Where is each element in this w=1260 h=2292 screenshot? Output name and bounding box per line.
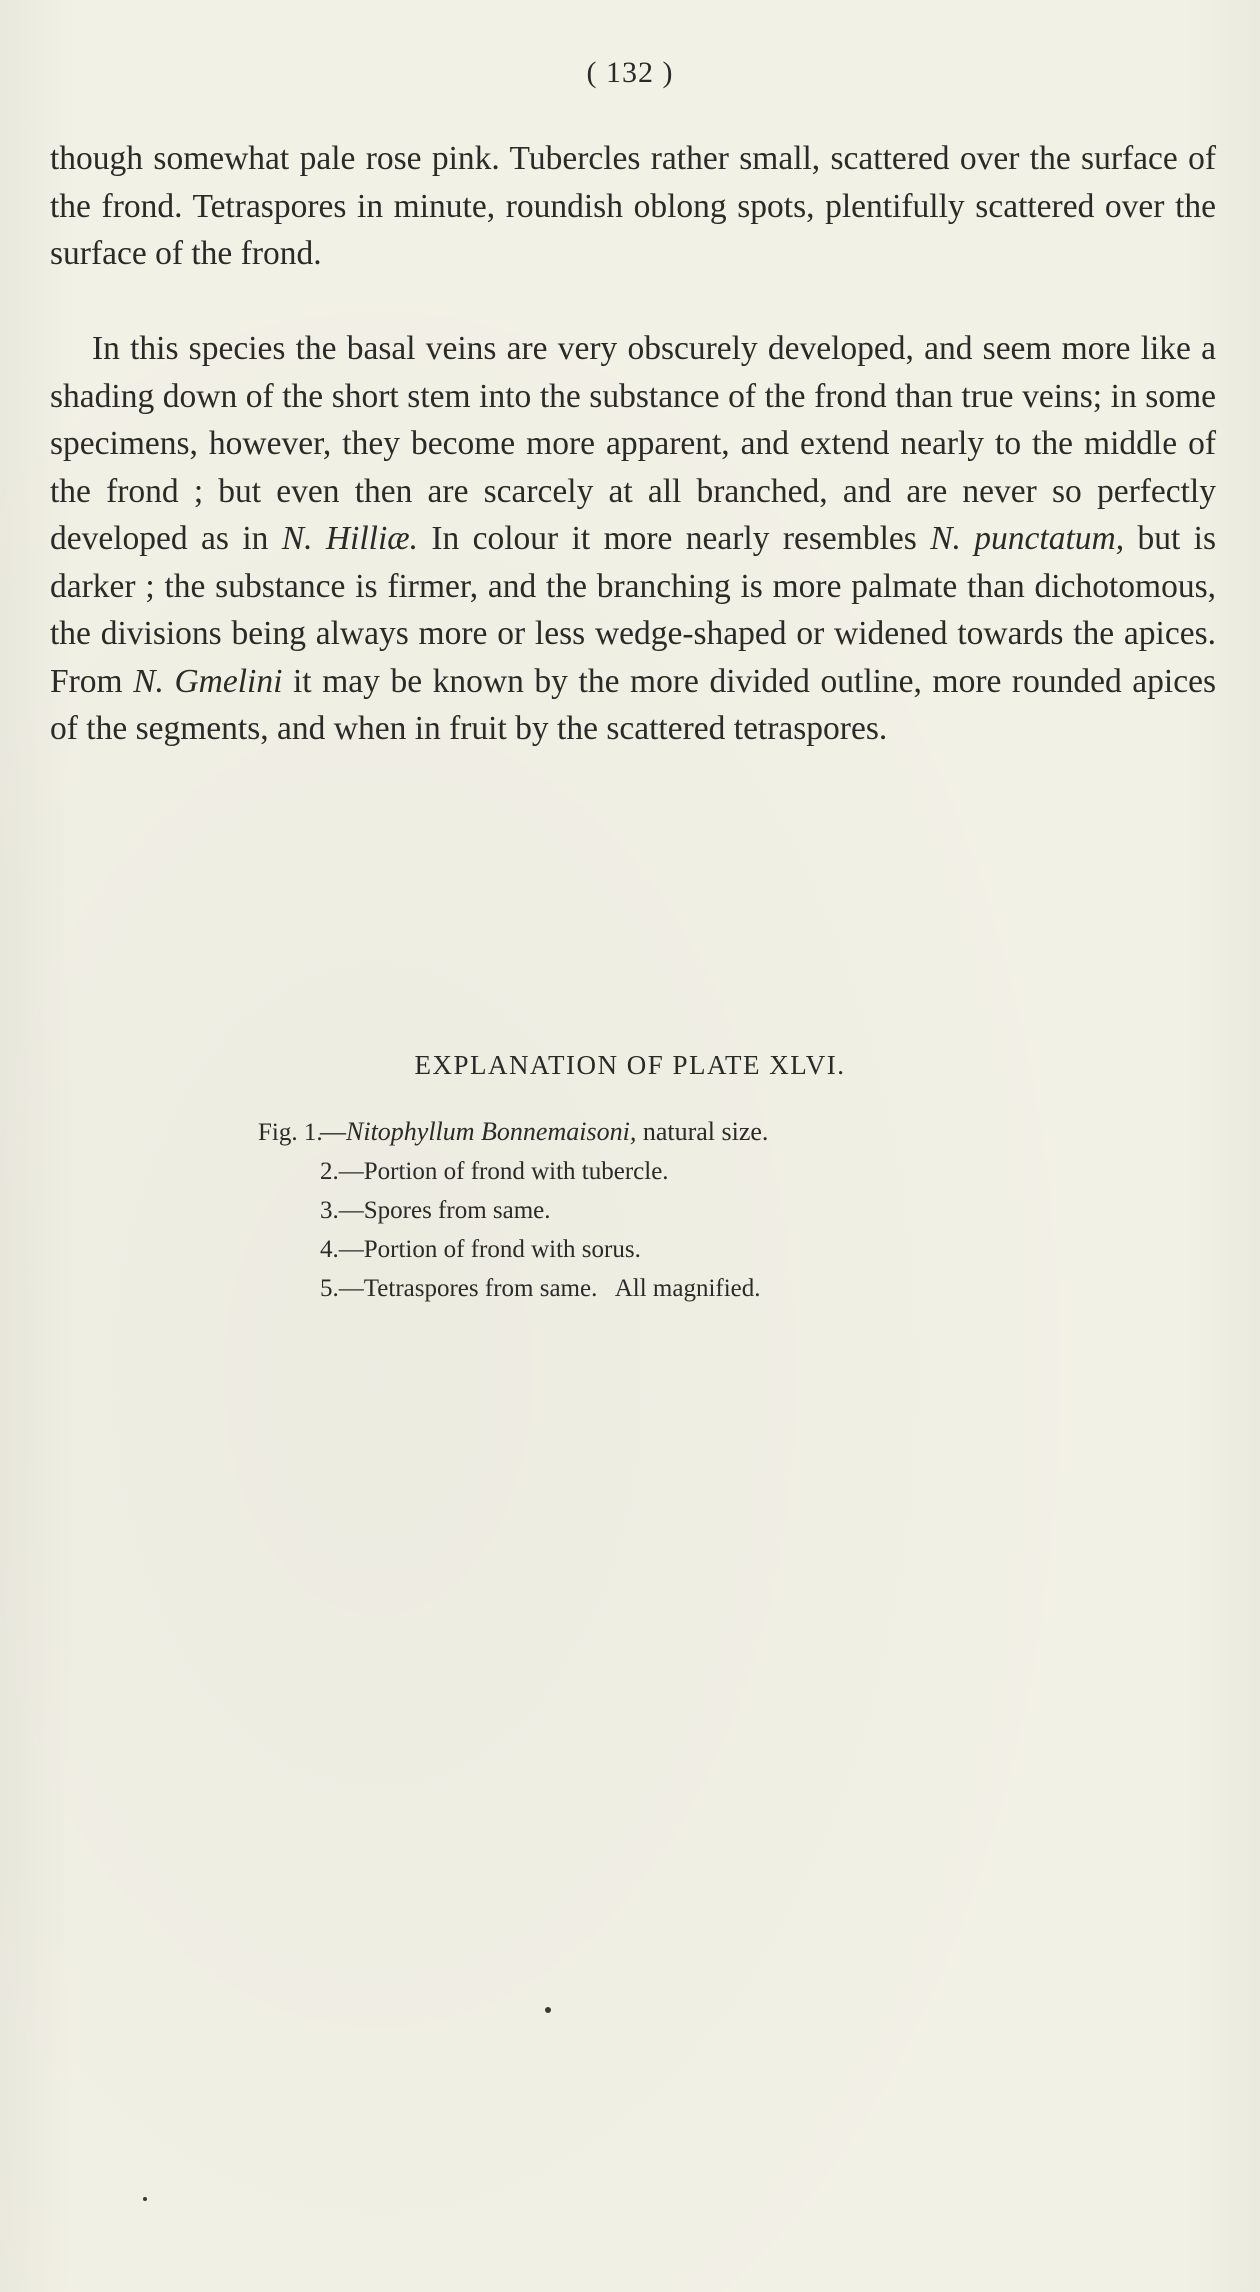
figure-item-3: 3.—Spores from same. (320, 1197, 551, 1224)
figure-item-4: 4.—Portion of frond with sorus. (320, 1236, 641, 1263)
figure-prefix: Fig. 1. (258, 1119, 323, 1146)
species-name: N. Gmelini (133, 662, 283, 700)
figure-dash: — (320, 1117, 346, 1146)
figure-item-2: 2.—Portion of frond with tubercle. (320, 1158, 669, 1185)
figure-caption: natural size. (636, 1117, 769, 1146)
paragraph-continuation: though somewhat pale rose pink. Tubercles rather small, scattered over the surface of the frond. Tetraspores in minute, roundish oblong spots, plentifully scattered over the surface of the frond. (50, 140, 1216, 272)
species-name: N. punctatum, (930, 520, 1125, 557)
paragraph-species-notes (50, 325, 1216, 753)
print-speck (545, 2007, 551, 2013)
figure-item-1 (258, 1112, 1158, 1152)
species-name: N. Hilliæ. (281, 520, 418, 557)
figure-list (258, 1112, 1158, 1308)
paragraph-text: In colour it more nearly resembles (417, 520, 931, 557)
print-speck (143, 2197, 147, 2201)
paragraph-text: but is darker ; the substance is firmer, and the branching is more palmate than dichotomous, the divisions being always more or less wedge-shaped or widened towards the apices. From (50, 520, 1216, 700)
figure-species-name: Nitophyllum Bonnemaisoni, (346, 1117, 637, 1146)
paragraph-text: In this species the basal veins are very obscurely developed, and seem more like a shading down of the short stem into the substance of the frond than true veins; in some specimens, however, they become more apparent, and extend nearly to the middle of the frond ; but even then are scarcely at all branched, and are never so perfectly developed as in (50, 330, 1216, 557)
figure-item-5: 5.—Tetraspores from same. All magnified. (320, 1275, 761, 1302)
page-number: ( 132 ) (586, 56, 674, 89)
paragraph-text: it may be known by the more divided outline, more rounded apices of the segments, and when in fruit by the scattered tetraspores. (50, 662, 1216, 747)
plate-explanation-heading: EXPLANATION OF PLATE XLVI. (414, 1050, 846, 1080)
